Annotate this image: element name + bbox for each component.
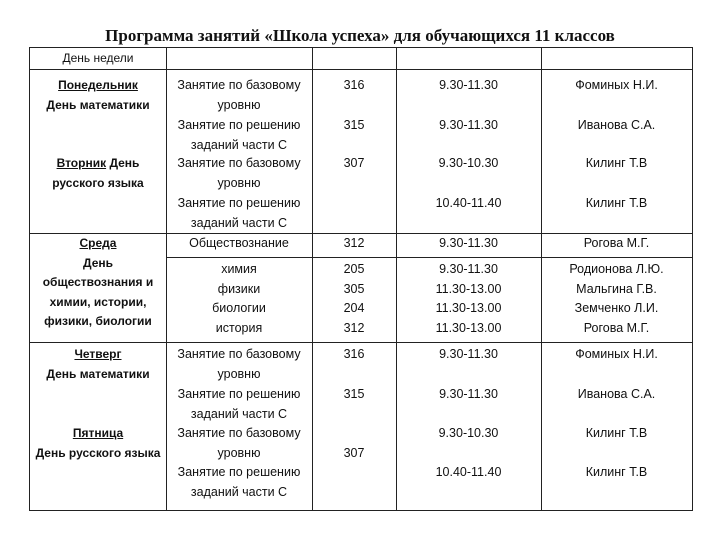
teacher-cell: Килинг Т.В xyxy=(585,196,648,210)
day-wednesday-name: Среда xyxy=(79,236,117,250)
teacher-cell: Килинг Т.В xyxy=(585,156,648,170)
time-cell: 9.30-10.30 xyxy=(438,426,499,440)
time-cell: 9.30-11.30 xyxy=(439,347,498,361)
activity-cell xyxy=(166,260,312,338)
day-wednesday-line: обществознания и xyxy=(42,275,154,289)
teacher-value: Земченко Л.И. xyxy=(574,301,659,315)
activity-line: Занятие по решению xyxy=(177,387,301,401)
activity-cell xyxy=(166,424,312,463)
room-cell: 315 xyxy=(343,387,365,401)
activity-line: заданий части С xyxy=(190,484,288,499)
activity-line: Занятие по базовому xyxy=(177,78,301,92)
activity-line: уровню xyxy=(217,366,261,381)
activity-line: Занятие по базовому xyxy=(177,426,301,440)
room-value: 204 xyxy=(343,301,365,315)
activity-cell xyxy=(166,234,312,254)
time-value: 9.30-11.30 xyxy=(439,262,498,276)
activity-line: химия xyxy=(221,262,257,276)
time-cell: 9.30-11.30 xyxy=(439,236,498,250)
time-cell: 9.30-11.30 xyxy=(439,78,498,92)
activity-cell xyxy=(166,463,312,502)
day-tuesday-name: Вторник xyxy=(56,156,107,170)
activity-cell xyxy=(166,154,312,193)
teacher-cell xyxy=(541,260,692,338)
day-monday-name: Понедельник xyxy=(58,78,138,92)
time-value: 11.30-13.00 xyxy=(435,281,502,296)
time-value: 11.30-13.00 xyxy=(435,301,502,315)
teacher-value: Мальгина Г.В. xyxy=(576,281,657,296)
room-cell: 312 xyxy=(343,236,365,250)
day-wednesday-line: День xyxy=(83,255,113,270)
activity-cell xyxy=(166,385,312,424)
schedule-table xyxy=(29,47,693,511)
room-value: 305 xyxy=(343,281,365,296)
room-cell xyxy=(312,260,396,338)
room-cell: 316 xyxy=(343,347,365,361)
room-cell: 307 xyxy=(343,446,365,460)
time-cell: 9.30-11.30 xyxy=(439,387,498,401)
activity-line: биологии xyxy=(212,301,266,315)
activity-line: уровню xyxy=(217,445,261,460)
day-wednesday xyxy=(30,234,166,332)
room-cell: 316 xyxy=(343,78,365,92)
day-thursday-name: Четверг xyxy=(74,347,122,361)
activity-cell xyxy=(166,116,312,155)
room-value: 205 xyxy=(343,262,365,276)
teacher-value: Родионова Л.Ю. xyxy=(569,262,664,276)
teacher-cell: Рогова М.Г. xyxy=(583,236,650,250)
activity-line: Занятие по решению xyxy=(177,118,301,132)
activity-line: Обществознание xyxy=(189,236,289,250)
header-day-of-week: День недели xyxy=(62,51,134,65)
day-tuesday-subtitle-inline: День xyxy=(109,156,140,170)
teacher-cell: Иванова С.А. xyxy=(577,387,656,401)
time-cell: 10.40-11.40 xyxy=(435,196,502,210)
teacher-cell: Килинг Т.В xyxy=(585,426,648,440)
day-friday xyxy=(30,424,166,463)
day-wednesday-line: физики, биологии xyxy=(44,314,152,328)
row-divider xyxy=(30,342,692,343)
room-cell: 315 xyxy=(343,118,365,132)
day-tuesday xyxy=(30,154,166,193)
room-value: 312 xyxy=(343,320,365,335)
time-cell: 9.30-10.30 xyxy=(438,156,499,170)
row-divider xyxy=(30,69,692,70)
time-cell: 9.30-11.30 xyxy=(439,118,498,132)
time-cell xyxy=(396,260,541,338)
activity-line: заданий части С xyxy=(190,215,288,230)
time-cell: 10.40-11.40 xyxy=(435,465,502,479)
activity-line: история xyxy=(215,320,263,335)
teacher-cell: Фоминых Н.И. xyxy=(575,347,658,361)
activity-cell xyxy=(166,345,312,384)
activity-line: Занятие по базовому xyxy=(177,156,301,170)
row-divider xyxy=(166,257,692,258)
day-friday-subtitle: День русского языка xyxy=(35,445,161,460)
teacher-value: Рогова М.Г. xyxy=(583,320,650,335)
activity-line: Занятие по базовому xyxy=(177,347,301,361)
time-value: 11.30-13.00 xyxy=(435,320,502,335)
teacher-cell: Иванова С.А. xyxy=(577,118,656,132)
day-friday-name: Пятница xyxy=(72,426,124,440)
day-tuesday-subtitle: русского языка xyxy=(52,175,144,190)
activity-line: Занятие по решению xyxy=(177,196,301,210)
activity-cell xyxy=(166,76,312,115)
activity-line: заданий части С xyxy=(190,137,288,152)
activity-line: заданий части С xyxy=(190,406,288,421)
day-monday-subtitle: День математики xyxy=(46,97,150,112)
room-cell: 307 xyxy=(343,156,365,170)
teacher-cell: Фоминых Н.И. xyxy=(575,78,658,92)
day-thursday xyxy=(30,345,166,384)
page-title: Программа занятий «Школа успеха» для обучающихся 11 классов xyxy=(105,26,615,45)
activity-line: уровню xyxy=(217,97,261,112)
day-monday xyxy=(30,76,166,115)
activity-cell xyxy=(166,194,312,233)
day-wednesday-line: химии, истории, xyxy=(49,294,147,309)
teacher-cell: Килинг Т.В xyxy=(585,465,648,479)
activity-line: уровню xyxy=(217,175,261,190)
day-thursday-subtitle: День математики xyxy=(46,366,150,381)
activity-line: физики xyxy=(217,281,261,296)
activity-line: Занятие по решению xyxy=(177,465,301,479)
